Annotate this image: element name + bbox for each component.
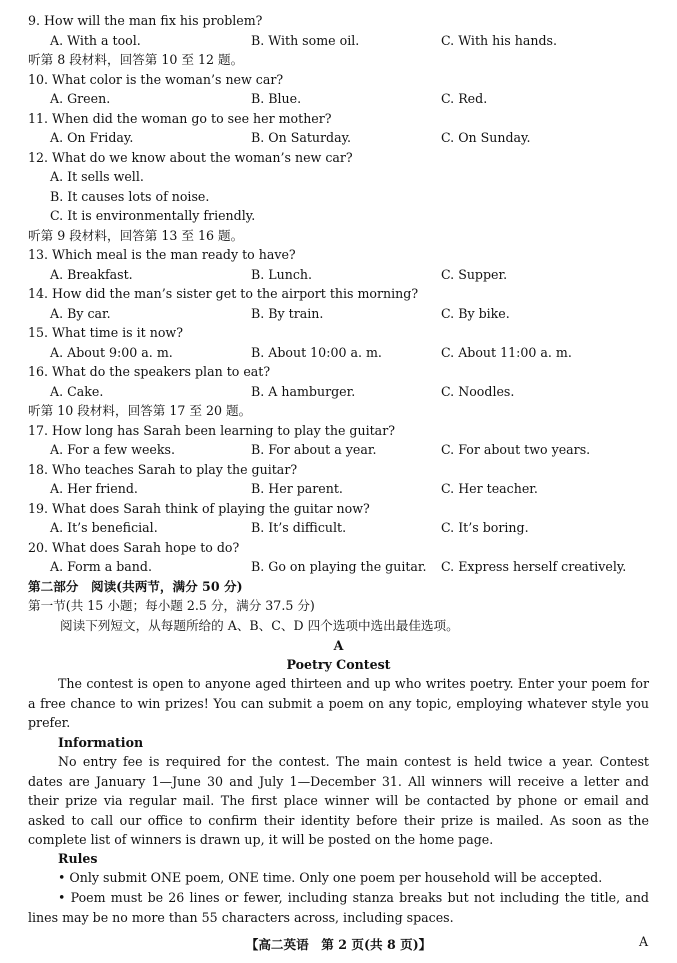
option-c: C. Express herself creatively. xyxy=(441,559,627,574)
option-b: B. Lunch. xyxy=(251,267,313,282)
option-c: C. With his hands. xyxy=(441,33,557,48)
option-c: C. On Sunday. xyxy=(441,130,531,145)
option-c: C. Her teacher. xyxy=(441,481,538,496)
options-20 xyxy=(50,557,649,577)
option-12-b: B. It causes lots of noise. xyxy=(50,189,210,204)
question-11: 11. When did the woman go to see her mother? xyxy=(28,111,332,126)
option-b: B. Her parent. xyxy=(251,481,343,496)
option-b: B. By train. xyxy=(251,306,324,321)
option-b: B. About 10:00 a. m. xyxy=(251,345,382,360)
question-9: 9. How will the man fix his problem? xyxy=(28,13,263,28)
option-b: B. It’s difficult. xyxy=(251,520,347,535)
option-b: B. Go on playing the guitar. xyxy=(251,559,427,574)
question-10: 10. What color is the woman’s new car? xyxy=(28,72,284,87)
options-17 xyxy=(50,440,649,460)
option-c: C. By bike. xyxy=(441,306,510,321)
question-16: 16. What do the speakers plan to eat? xyxy=(28,364,271,379)
options-18 xyxy=(50,479,649,499)
option-b: B. A hamburger. xyxy=(251,384,356,399)
option-a: A. For a few weeks. xyxy=(50,442,175,457)
option-a: A. About 9:00 a. m. xyxy=(50,345,173,360)
question-14: 14. How did the man’s sister get to the airport this morning? xyxy=(28,286,419,301)
passage-letter: A xyxy=(333,638,344,653)
option-c: C. About 11:00 a. m. xyxy=(441,345,572,360)
option-b: B. For about a year. xyxy=(251,442,377,457)
passage-intro: The contest is open to anyone aged thirteen and up who writes poetry. Enter your poem for a free chance to win prizes! You can submit a poem on any topic, employing whatever style you prefer. xyxy=(28,676,649,730)
option-c: C. Red. xyxy=(441,91,488,106)
passage-title: Poetry Contest xyxy=(286,657,391,672)
option-a: A. Form a band. xyxy=(50,559,152,574)
version-mark: A xyxy=(639,934,649,949)
question-15: 15. What time is it now? xyxy=(28,325,183,340)
rule-2: • Poem must be 26 lines or fewer, including stanza breaks but not including the title, and lines may be no more than 55 characters across, including spaces. xyxy=(28,890,649,925)
part-2-heading: 第二部分 阅读(共两节，满分 50 分) xyxy=(28,579,243,594)
options-10 xyxy=(50,89,649,109)
question-18: 18. Who teaches Sarah to play the guitar? xyxy=(28,462,298,477)
options-16 xyxy=(50,382,649,402)
option-a: A. Breakfast. xyxy=(50,267,133,282)
rule-1: • Only submit ONE poem, ONE time. Only one poem per household will be accepted. xyxy=(58,870,603,885)
option-12-c: C. It is environmentally friendly. xyxy=(50,208,256,223)
page-footer: 【高二英语 第 2 页(共 8 页)】 xyxy=(245,937,432,952)
section-10-heading: 听第 10 段材料，回答第 17 至 20 题。 xyxy=(28,403,252,418)
rules-heading: Rules xyxy=(58,851,98,866)
option-b: B. On Saturday. xyxy=(251,130,352,145)
section-9-heading: 听第 9 段材料，回答第 13 至 16 题。 xyxy=(28,228,244,243)
options-11 xyxy=(50,128,649,148)
option-a: A. It’s beneficial. xyxy=(50,520,158,535)
option-b: B. With some oil. xyxy=(251,33,360,48)
option-12-a: A. It sells well. xyxy=(50,169,144,184)
options-13 xyxy=(50,265,649,285)
option-a: A. Her friend. xyxy=(50,481,138,496)
option-c: C. For about two years. xyxy=(441,442,591,457)
options-14 xyxy=(50,304,649,324)
option-a: A. Green. xyxy=(50,91,111,106)
option-c: C. It’s boring. xyxy=(441,520,529,535)
section-1-heading: 第一节(共 15 小题；每小题 2.5 分，满分 37.5 分) xyxy=(28,598,315,613)
options-15 xyxy=(50,343,649,363)
question-13: 13. Which meal is the man ready to have? xyxy=(28,247,296,262)
option-a: A. By car. xyxy=(50,306,111,321)
section-8-heading: 听第 8 段材料，回答第 10 至 12 题。 xyxy=(28,52,244,67)
option-c: C. Supper. xyxy=(441,267,508,282)
option-b: B. Blue. xyxy=(251,91,302,106)
question-20: 20. What does Sarah hope to do? xyxy=(28,540,240,555)
question-19: 19. What does Sarah think of playing the guitar now? xyxy=(28,501,370,516)
option-c: C. Noodles. xyxy=(441,384,515,399)
information-heading: Information xyxy=(58,735,144,750)
question-17: 17. How long has Sarah been learning to play the guitar? xyxy=(28,423,395,438)
information-text: No entry fee is required for the contest. The main contest is held twice a year. Contest dates are January 1—June 30 and July 1—December 31. All winners will receive a letter and their prize via regular mail. The first place winner will be contacted by phone or email and asked to call our office to confirm their identity before their prize is mailed. As soon as the complete list of winners is drawn up, it will be posted on the home page. xyxy=(28,754,649,847)
reading-instruction: 阅读下列短文，从每题所给的 A、B、C、D 四个选项中选出最佳选项。 xyxy=(60,618,459,633)
options-19 xyxy=(50,518,649,538)
question-12: 12. What do we know about the woman’s new car? xyxy=(28,150,353,165)
option-a: A. Cake. xyxy=(50,384,104,399)
options-9 xyxy=(50,31,649,51)
option-a: A. With a tool. xyxy=(50,33,141,48)
option-a: A. On Friday. xyxy=(50,130,134,145)
